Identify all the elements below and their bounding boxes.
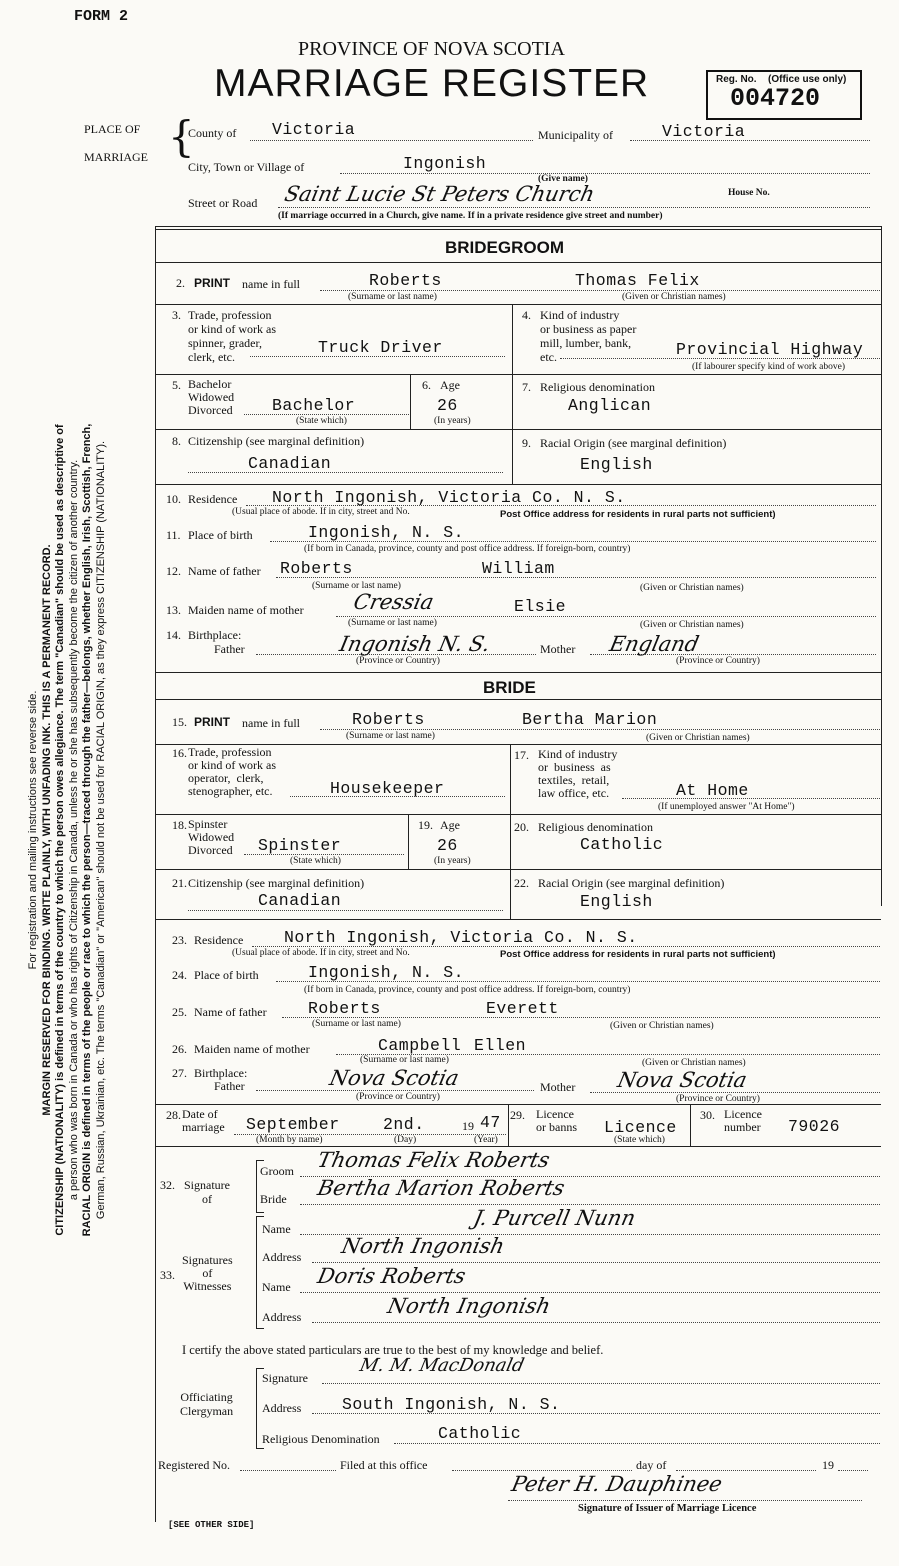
bridegroom-heading: BRIDEGROOM bbox=[445, 238, 564, 257]
licence-cap: (State which) bbox=[614, 1135, 665, 1145]
bg-residence: North Ingonish, Victoria Co. N. S. bbox=[272, 488, 626, 507]
w1-name-label: Name bbox=[262, 1222, 291, 1236]
w2-address: North Ingonish bbox=[385, 1294, 553, 1318]
br-birthplace-label: Birthplace: bbox=[194, 1066, 248, 1080]
clergy-signature: M. M. MacDonald bbox=[357, 1355, 527, 1376]
w2-name-label: Name bbox=[262, 1280, 291, 1294]
bg-residence-cap-bold: Post Office address for residents in rural parts not sufficient) bbox=[500, 509, 776, 520]
br-status: Spinster bbox=[258, 836, 342, 855]
br-name-label: name in full bbox=[242, 716, 300, 730]
reg-number-box bbox=[706, 70, 862, 120]
br-industry-label: Kind of industry or business as textiles, retail, law office, etc. bbox=[538, 747, 618, 800]
br-father-given-cap: (Given or Christian names) bbox=[610, 1021, 714, 1031]
page-title: MARRIAGE REGISTER bbox=[214, 62, 650, 105]
bg-mother-label: Maiden name of mother bbox=[188, 603, 304, 617]
footer-year-prefix: 19 bbox=[822, 1458, 834, 1472]
bride-sig-label: Bride bbox=[260, 1192, 287, 1206]
br-birth-label: Place of birth bbox=[194, 968, 259, 982]
bg-age-label: Age bbox=[440, 378, 460, 392]
bg-residence-label: Residence bbox=[188, 492, 238, 506]
br-father-birth: Nova Scotia bbox=[327, 1066, 462, 1090]
br-racial: English bbox=[580, 892, 653, 911]
br-n27: 27. bbox=[172, 1066, 187, 1080]
sig-of-label: Signature of bbox=[184, 1178, 230, 1206]
licence-number-label: Licence number bbox=[724, 1107, 762, 1134]
marriage-label: MARRIAGE bbox=[84, 150, 149, 164]
bg-n5: 5. bbox=[172, 378, 181, 392]
bg-n6: 6. bbox=[422, 378, 431, 392]
bg-status-cap: (State which) bbox=[296, 416, 347, 426]
bg-print: PRINT bbox=[194, 276, 230, 290]
bg-n10: 10. bbox=[166, 492, 181, 506]
bg-father-surname: Roberts bbox=[280, 559, 353, 578]
bg-n9: 9. bbox=[522, 436, 531, 450]
marriage-year: 47 bbox=[480, 1113, 501, 1132]
bg-surname-cap: (Surname or last name) bbox=[348, 292, 437, 302]
bg-industry-cap: (If labourer specify kind of work above) bbox=[692, 362, 845, 372]
bg-religion-label: Religious denomination bbox=[540, 380, 655, 394]
margin-line-6: German, Russian, Ukrainian, etc. The terms "Canadian" or "American" should not be used for RACIAL ORIGIN, as they express CITIZENSHIP (NATIONALITY). bbox=[94, 440, 107, 1220]
bg-birth: Ingonish, N. S. bbox=[308, 523, 465, 542]
bg-racial-label: Racial Origin (see marginal definition) bbox=[540, 436, 727, 450]
margin-line-1: For registration and mailing instructions see reverse side. bbox=[27, 690, 39, 970]
bg-citizenship-label: Citizenship (see marginal definition) bbox=[188, 434, 365, 448]
br-residence: North Ingonish, Victoria Co. N. S. bbox=[284, 928, 638, 947]
bg-n2: 2. bbox=[176, 276, 185, 290]
br-n19: 19. bbox=[418, 818, 433, 832]
registered-label: Registered No. bbox=[158, 1458, 230, 1472]
br-father-label: Name of father bbox=[194, 1005, 267, 1019]
bg-birthplace-label: Birthplace: bbox=[188, 628, 242, 642]
br-mother-label: Maiden name of mother bbox=[194, 1042, 310, 1056]
br-industry-cap: (If unemployed answer "At Home") bbox=[658, 802, 795, 812]
reg-no-label: Reg. No. bbox=[716, 74, 757, 85]
bg-status-label: Bachelor Widowed Divorced bbox=[188, 377, 235, 417]
br-mother-surname-cap: (Surname or last name) bbox=[360, 1055, 449, 1065]
issuer-caption: Signature of Issuer of Marriage Licence bbox=[578, 1503, 757, 1514]
br-given-cap: (Given or Christian names) bbox=[646, 733, 750, 743]
br-n16: 16. bbox=[172, 746, 187, 760]
bg-n8: 8. bbox=[172, 434, 181, 448]
margin-line-5: RACIAL ORIGIN is defined in terms of the people or race to which the person—traced through the father—belongs, whether English, Irish, Scottish, French, bbox=[81, 423, 93, 1237]
bg-n12: 12. bbox=[166, 564, 181, 578]
licence-value: Licence bbox=[604, 1118, 677, 1137]
br-n21: 21. bbox=[172, 876, 187, 890]
bg-mother-birth: England bbox=[607, 632, 702, 656]
province-heading: PROVINCE OF NOVA SCOTIA bbox=[298, 38, 565, 60]
marriage-day: 2nd. bbox=[383, 1115, 425, 1134]
bg-n13: 13. bbox=[166, 603, 181, 617]
br-residence-cap-bold: Post Office address for residents in rural parts not sufficient) bbox=[500, 949, 776, 960]
groom-signature: Thomas Felix Roberts bbox=[315, 1148, 553, 1172]
br-mother-province-cap: (Province or Country) bbox=[676, 1094, 760, 1104]
br-age-label: Age bbox=[440, 818, 460, 832]
city-value: Ingonish bbox=[403, 154, 487, 173]
issuer-signature: Peter H. Dauphinee bbox=[509, 1472, 725, 1496]
br-surname: Roberts bbox=[352, 710, 425, 729]
margin-line-2: MARGIN RESERVED FOR BINDING. WRITE PLAINLY, WITH UNFADING INK. THIS IS A PERMANENT RECORD. bbox=[40, 544, 53, 1116]
n30: 30. bbox=[700, 1108, 715, 1122]
br-status-cap: (State which) bbox=[290, 856, 341, 866]
bride-signature: Bertha Marion Roberts bbox=[315, 1176, 567, 1200]
bg-father-label: Name of father bbox=[188, 564, 261, 578]
br-n17: 17. bbox=[514, 748, 529, 762]
street-caption: (If marriage occurred in a Church, give name. If in a private residence give street and number) bbox=[278, 211, 663, 221]
br-trade: Housekeeper bbox=[330, 779, 445, 798]
br-mother-word: Mother bbox=[540, 1080, 576, 1094]
br-citizenship-label: Citizenship (see marginal definition) bbox=[188, 876, 365, 890]
br-father-province-cap: (Province or Country) bbox=[356, 1092, 440, 1102]
give-name-caption: (Give name) bbox=[538, 174, 588, 184]
bg-mother-given-cap: (Given or Christian names) bbox=[640, 620, 744, 630]
br-n20: 20. bbox=[514, 820, 529, 834]
bg-trade: Truck Driver bbox=[318, 338, 443, 357]
place-brace: { bbox=[168, 112, 195, 161]
br-birth-cap: (If born in Canada, province, county and post office address. If foreign-born, country) bbox=[304, 985, 631, 995]
w2-name: Doris Roberts bbox=[315, 1264, 468, 1288]
w1-address-label: Address bbox=[262, 1250, 302, 1264]
bg-surname: Roberts bbox=[369, 271, 442, 290]
bg-n7: 7. bbox=[522, 380, 531, 394]
licence-number: 79026 bbox=[788, 1117, 841, 1136]
bg-father-word: Father bbox=[214, 642, 245, 656]
bg-father-birth: Ingonish N. S. bbox=[337, 632, 493, 656]
bg-mother-given: Elsie bbox=[514, 597, 567, 616]
bg-status: Bachelor bbox=[272, 396, 356, 415]
br-trade-label: Trade, profession or kind of work as operator, clerk, stenographer, etc. bbox=[188, 745, 276, 798]
br-surname-cap: (Surname or last name) bbox=[346, 731, 435, 741]
bg-birth-label: Place of birth bbox=[188, 528, 253, 542]
margin-line-3: CITIZENSHIP (NATIONALITY) is defined in terms of the country to which the person owes allegiance. The term "Canadian" should be used as descriptive of bbox=[54, 424, 66, 1236]
day-cap: (Day) bbox=[394, 1135, 417, 1145]
margin-instructions bbox=[27, 180, 157, 1480]
br-age-cap: (In years) bbox=[434, 856, 471, 866]
certify-text: I certify the above stated particulars are true to the best of my knowledge and belief. bbox=[182, 1343, 604, 1357]
clergy-address-label: Address bbox=[262, 1401, 302, 1415]
bg-father-given-cap: (Given or Christian names) bbox=[640, 583, 744, 593]
clergy-denomination-label: Religious Denomination bbox=[262, 1432, 380, 1446]
bg-industry-label: Kind of industry or business as paper mill, lumber, bank, etc. bbox=[540, 308, 637, 364]
br-n24: 24. bbox=[172, 968, 187, 982]
br-status-label: Spinster Widowed Divorced bbox=[188, 817, 235, 857]
bg-given-cap: (Given or Christian names) bbox=[622, 292, 726, 302]
br-mother-given: Ellen bbox=[474, 1036, 527, 1055]
marriage-year-prefix: 19 bbox=[462, 1119, 474, 1133]
place-of-label: PLACE OF bbox=[84, 122, 141, 136]
street-label: Street or Road bbox=[188, 196, 258, 210]
year-cap: (Year) bbox=[474, 1135, 498, 1145]
br-citizenship: Canadian bbox=[258, 891, 342, 910]
other-side-note: [SEE OTHER SIDE] bbox=[168, 1520, 255, 1530]
municipality-label: Municipality of bbox=[538, 128, 613, 142]
clergy-address: South Ingonish, N. S. bbox=[342, 1395, 561, 1414]
br-mother-surname: Campbell bbox=[378, 1036, 462, 1055]
bg-age-cap: (In years) bbox=[434, 416, 471, 426]
br-age: 26 bbox=[437, 836, 458, 855]
marriage-month: September bbox=[246, 1115, 340, 1134]
witness-label: Signatures of Witnesses bbox=[182, 1253, 233, 1293]
house-no-caption: House No. bbox=[728, 188, 770, 198]
county-value: Victoria bbox=[272, 120, 356, 139]
br-racial-label: Racial Origin (see marginal definition) bbox=[538, 876, 725, 890]
day-of-label: day of bbox=[636, 1458, 667, 1472]
bg-n4: 4. bbox=[522, 308, 531, 322]
form-label: FORM 2 bbox=[74, 8, 129, 25]
bg-citizenship: Canadian bbox=[248, 454, 332, 473]
bg-trade-label: Trade, profession or kind of work as spinner, grader, clerk, etc. bbox=[188, 308, 276, 364]
w1-address: North Ingonish bbox=[339, 1234, 507, 1258]
bg-residence-cap: (Usual place of abode. If in city, street and No. bbox=[232, 507, 410, 517]
bg-n14: 14. bbox=[166, 628, 181, 642]
w1-name: J. Purcell Nunn bbox=[471, 1206, 638, 1230]
br-father-surname-cap: (Surname or last name) bbox=[312, 1019, 401, 1029]
clergy-signature-label: Signature bbox=[262, 1371, 308, 1385]
bg-mother-province-cap: (Province or Country) bbox=[676, 656, 760, 666]
br-n15: 15. bbox=[172, 715, 187, 729]
br-given: Bertha Marion bbox=[522, 710, 658, 729]
frame-left bbox=[155, 226, 156, 1522]
street-value: Saint Lucie St Peters Church bbox=[282, 182, 597, 206]
margin-line-4: a person who was born in Canada or who has rights of Citizenship in Canada, unless he or she has subsequently become the citizen of another country. bbox=[67, 459, 80, 1201]
br-mother-given-cap: (Given or Christian names) bbox=[642, 1058, 746, 1068]
w2-address-label: Address bbox=[262, 1310, 302, 1324]
br-n23: 23. bbox=[172, 933, 187, 947]
br-residence-cap: (Usual place of abode. If in city, street and No. bbox=[232, 948, 410, 958]
br-father-word: Father bbox=[214, 1079, 245, 1093]
bg-name-label: name in full bbox=[242, 277, 300, 291]
reg-office-use: (Office use only) bbox=[768, 74, 847, 85]
n29: 29. bbox=[510, 1108, 525, 1122]
br-industry: At Home bbox=[676, 781, 749, 800]
br-n18: 18. bbox=[172, 818, 187, 832]
br-religion-label: Religious denomination bbox=[538, 820, 653, 834]
clergy-denomination: Catholic bbox=[438, 1424, 522, 1443]
n33: 33. bbox=[160, 1268, 175, 1282]
br-birth: Ingonish, N. S. bbox=[308, 963, 465, 982]
month-cap: (Month by name) bbox=[256, 1135, 323, 1145]
bg-n11: 11. bbox=[166, 528, 181, 542]
br-mother-birth: Nova Scotia bbox=[615, 1068, 750, 1092]
bg-religion: Anglican bbox=[568, 396, 652, 415]
br-residence-label: Residence bbox=[194, 933, 244, 947]
city-label: City, Town or Village of bbox=[188, 160, 305, 174]
bg-age: 26 bbox=[437, 396, 458, 415]
reg-number: 004720 bbox=[730, 84, 821, 113]
bg-mother-surname: Cressia bbox=[351, 590, 436, 614]
bg-mother-word: Mother bbox=[540, 642, 576, 656]
bg-n3: 3. bbox=[172, 308, 181, 322]
bg-given: Thomas Felix bbox=[575, 271, 700, 290]
bg-father-province-cap: (Province or Country) bbox=[356, 656, 440, 666]
municipality-value: Victoria bbox=[662, 122, 746, 141]
br-religion: Catholic bbox=[580, 835, 664, 854]
n28: 28. bbox=[166, 1108, 181, 1122]
licence-label: Licence or banns bbox=[536, 1107, 577, 1134]
bg-industry: Provincial Highway bbox=[676, 340, 864, 359]
date-label: Date of marriage bbox=[182, 1107, 225, 1134]
county-label: County of bbox=[188, 126, 237, 140]
bg-father-given: William bbox=[482, 559, 555, 578]
bg-mother-surname-cap: (Surname or last name) bbox=[348, 618, 437, 628]
clergy-label: Officiating Clergyman bbox=[180, 1390, 234, 1418]
br-n26: 26. bbox=[172, 1042, 187, 1056]
br-father-surname: Roberts bbox=[308, 999, 381, 1018]
bride-heading: BRIDE bbox=[483, 678, 536, 697]
filed-label: Filed at this office bbox=[340, 1458, 428, 1472]
bg-birth-cap: (If born in Canada, province, county and post office address. If foreign-born, country) bbox=[304, 544, 631, 554]
groom-sig-label: Groom bbox=[260, 1164, 294, 1178]
bg-father-surname-cap: (Surname or last name) bbox=[312, 581, 401, 591]
n32: 32. bbox=[160, 1178, 175, 1192]
br-n22: 22. bbox=[514, 876, 529, 890]
br-print: PRINT bbox=[194, 715, 230, 729]
br-father-given: Everett bbox=[486, 999, 559, 1018]
frame-top bbox=[155, 226, 881, 227]
br-n25: 25. bbox=[172, 1005, 187, 1019]
bg-racial: English bbox=[580, 455, 653, 474]
